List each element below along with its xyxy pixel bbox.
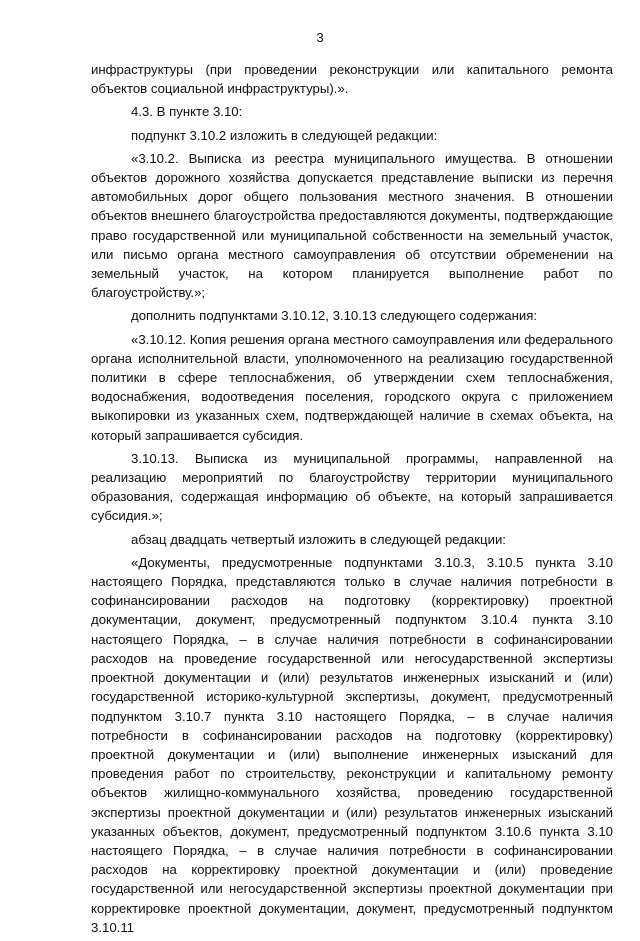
paragraph-subpoint-3-10-2: «3.10.2. Выписка из реестра муниципального имущества. В отношении объектов дорожного хозяйства допускается представление выписки из перечня автомобильных дорог общего пользования местного значения. В отношении объектов внешнего благоустройства предоставляются документы, подтверждающие право государственной или муниципальной собственности на земельный участок, или письмо органа местного самоуправления об отсутствии обременении на земельный участок, на котором планируется выполнение работ по благоустройству.»; bbox=[91, 150, 613, 301]
page-number: 3 bbox=[316, 30, 324, 45]
paragraph-section-4-3: 4.3. В пункте 3.10: bbox=[131, 104, 243, 120]
document-body bbox=[91, 60, 613, 941]
paragraph-subpoint-3-10-12: «3.10.12. Копия решения органа местного самоуправления или федерального органа исполнительной власти, уполномоченного на реализацию государственной политики в сфере теплоснабжения, об утверждении схем теплоснабжения, водоснабжения, водоотведения поселения, городского округа с приложением выкопировки из указанных схем, подтверждающей наличие в схемах объекта, на который запрашивается субсидия. bbox=[91, 331, 613, 443]
paragraph-abzac-24: «Документы, предусмотренные подпунктами 3.10.3, 3.10.5 пункта 3.10 настоящего Порядка, представляются только в случае наличия потребности в софинансировании расходов на подготовку (корректировку) проектной документации, документ, предусмотренный подпунктом 3.10.4 пункта 3.10 настоящего Порядка, – в случае наличия потребности в софинансировании расходов на проведение государственной или негосударственной экспертизы проектной документации и (или) результатов инженерных изысканий и (или) государственной историко-культурной экспертизы, документ, предусмотренный подпунктом 3.10.7 пункта 3.10 настоящего Порядка, – в случае наличия потребности в софинансировании расходов на подготовку (корректировку) проектной документации и (или) выполнение инженерных изысканий для проведения работ по строительству, реконструкции и капитальному ремонту объектов жилищно-коммунального хозяйства, проведению государственной экспертизы проектной документации и (или) результатов инженерных изысканий указанных объектов, документ, предусмотренный подпунктом 3.10.6 пункта 3.10 настоящего Порядка, – в случае наличия потребности в софинансировании расходов на корректировку проектной документации и (или) проведение государственной или негосударственной экспертизы проектной документации при корректировке проектной документации, документ, предусмотренный подпунктом 3.10.11 bbox=[91, 554, 613, 935]
paragraph-continuation: инфраструктуры (при проведении реконструкции или капитального ремонта объектов социальной инфраструктуры).». bbox=[91, 62, 613, 97]
paragraph-abzac-24-intro: абзац двадцать четвертый изложить в следующей редакции: bbox=[131, 531, 506, 547]
paragraph-add-subpoints-intro: дополнить подпунктами 3.10.12, 3.10.13 следующего содержания: bbox=[131, 308, 538, 324]
paragraph-subpoint-3-10-13: 3.10.13. Выписка из муниципальной программы, направленной на реализацию мероприятий по благоустройству территории муниципального образования, содержащая информацию об объекте, на который запрашивается субсидия.»; bbox=[91, 450, 613, 524]
paragraph-subpoint-3-10-2-intro: подпункт 3.10.2 изложить в следующей редакции: bbox=[131, 127, 438, 143]
